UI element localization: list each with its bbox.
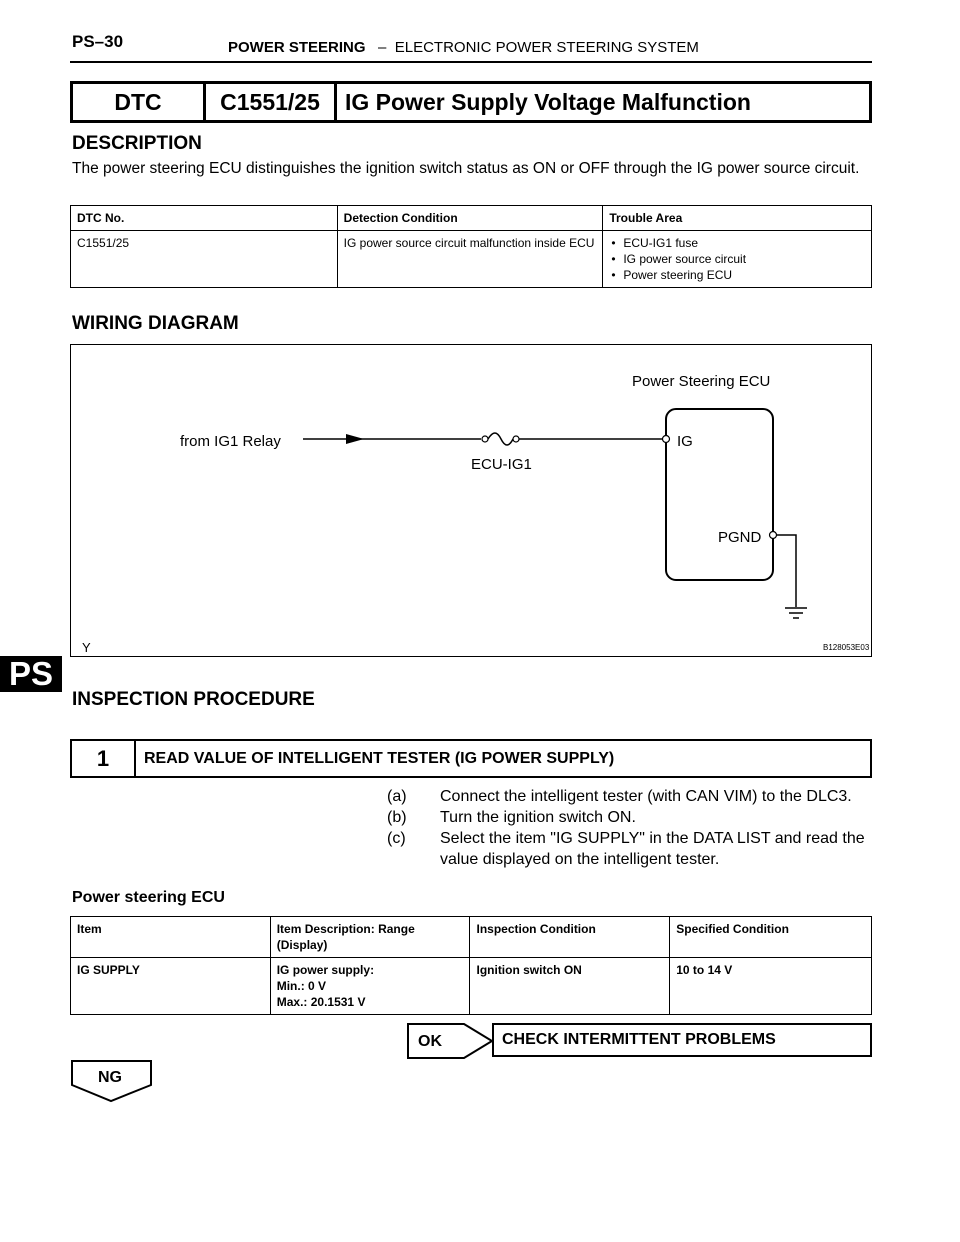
step-title: READ VALUE OF INTELLIGENT TESTER (IG POWER SUPPLY) xyxy=(144,749,615,767)
list-item xyxy=(387,828,877,870)
header-subsection: ELECTRONIC POWER STEERING SYSTEM xyxy=(394,39,699,56)
table-row xyxy=(71,231,872,288)
fuse-label: ECU-IG1 xyxy=(471,456,532,473)
step-label: (c) xyxy=(387,830,406,847)
step-number: 1 xyxy=(72,741,136,776)
source-label: from IG1 Relay xyxy=(180,433,281,450)
wiring-diagram-svg xyxy=(71,345,871,656)
dtc-table-header-detection: Detection Condition xyxy=(337,206,603,231)
ecu-table-cell-condition: Ignition switch ON xyxy=(470,958,670,1015)
pin-pgnd-label: PGND xyxy=(718,529,762,546)
list-item xyxy=(387,807,877,828)
ng-label: NG xyxy=(98,1069,122,1086)
step-label: (a) xyxy=(387,788,407,805)
ng-arrow xyxy=(70,1059,154,1103)
wiring-heading: WIRING DIAGRAM xyxy=(72,313,239,334)
header-rule xyxy=(70,61,872,63)
ecu-table-header-item: Item xyxy=(71,917,271,958)
ig-terminal xyxy=(663,436,670,443)
list-item: • ECU-IG1 fuse xyxy=(609,235,865,251)
fuse-icon xyxy=(488,433,513,445)
section-tab: PS xyxy=(0,656,62,692)
ecu-table-cell-item: IG SUPPLY xyxy=(71,958,271,1015)
ecu-table-header-spec: Specified Condition xyxy=(670,917,872,958)
pgnd-terminal xyxy=(770,532,777,539)
ecu-table-cell-description: IG power supply: Min.: 0 V Max.: 20.1531 V xyxy=(270,958,470,1015)
table-row xyxy=(71,958,872,1015)
ecu-data-table xyxy=(70,916,872,1015)
dtc-title-box xyxy=(70,81,872,123)
inspection-heading: INSPECTION PROCEDURE xyxy=(72,689,315,710)
figure-id: B128053E03 xyxy=(823,643,870,652)
dtc-code: C1551/25 xyxy=(206,84,337,120)
dtc-label: DTC xyxy=(73,84,206,120)
wire-ground xyxy=(776,535,796,607)
step-label: (b) xyxy=(387,809,407,826)
ecu-label: Power Steering ECU xyxy=(632,373,771,390)
step-text: Connect the intelligent tester (with CAN VIM) to the DLC3. xyxy=(440,788,852,805)
wire-color-label: Y xyxy=(82,640,91,655)
dtc-name: IG Power Supply Voltage Malfunction xyxy=(345,88,751,115)
dtc-table-cell-code: C1551/25 xyxy=(71,231,338,288)
step-text: Select the item "IG SUPPLY" in the DATA LIST and read the value displayed on the intelligent tester. xyxy=(440,830,865,868)
step-text: Turn the ignition switch ON. xyxy=(440,809,636,826)
dtc-table-cell-areas xyxy=(603,231,872,288)
page-number: PS–30 xyxy=(72,32,124,51)
ok-result-box: CHECK INTERMITTENT PROBLEMS xyxy=(492,1023,872,1057)
dtc-table-header-trouble-area: Trouble Area xyxy=(603,206,872,231)
ecu-table-header-description: Item Description: Range (Display) xyxy=(270,917,470,958)
dtc-table-header-dtc-no: DTC No. xyxy=(71,206,338,231)
wiring-diagram xyxy=(70,344,872,657)
pin-ig-label: IG xyxy=(677,433,693,450)
header-separator: – xyxy=(378,39,387,56)
wire-arrow xyxy=(346,434,364,444)
description-text: The power steering ECU distinguishes the ignition switch status as ON or OFF through the IG power source circuit. xyxy=(72,160,860,177)
ok-arrow xyxy=(406,1020,496,1060)
procedure-steps xyxy=(387,786,877,870)
list-item: • IG power source circuit xyxy=(609,251,865,267)
page-header-title xyxy=(228,39,699,56)
list-item: • Power steering ECU xyxy=(609,267,865,283)
dtc-table-cell-condition: IG power source circuit malfunction inside ECU xyxy=(337,231,603,288)
step-1-box xyxy=(70,739,872,778)
description-heading: DESCRIPTION xyxy=(72,133,202,154)
ecu-table-header-condition: Inspection Condition xyxy=(470,917,670,958)
ecu-table-cell-spec: 10 to 14 V xyxy=(670,958,872,1015)
ok-label: OK xyxy=(418,1033,442,1050)
fuse-terminal-left xyxy=(482,436,488,442)
table-title: Power steering ECU xyxy=(72,889,225,906)
header-section: POWER STEERING xyxy=(228,39,366,56)
dtc-table xyxy=(70,205,872,288)
fuse-terminal-right xyxy=(513,436,519,442)
list-item xyxy=(387,786,877,807)
